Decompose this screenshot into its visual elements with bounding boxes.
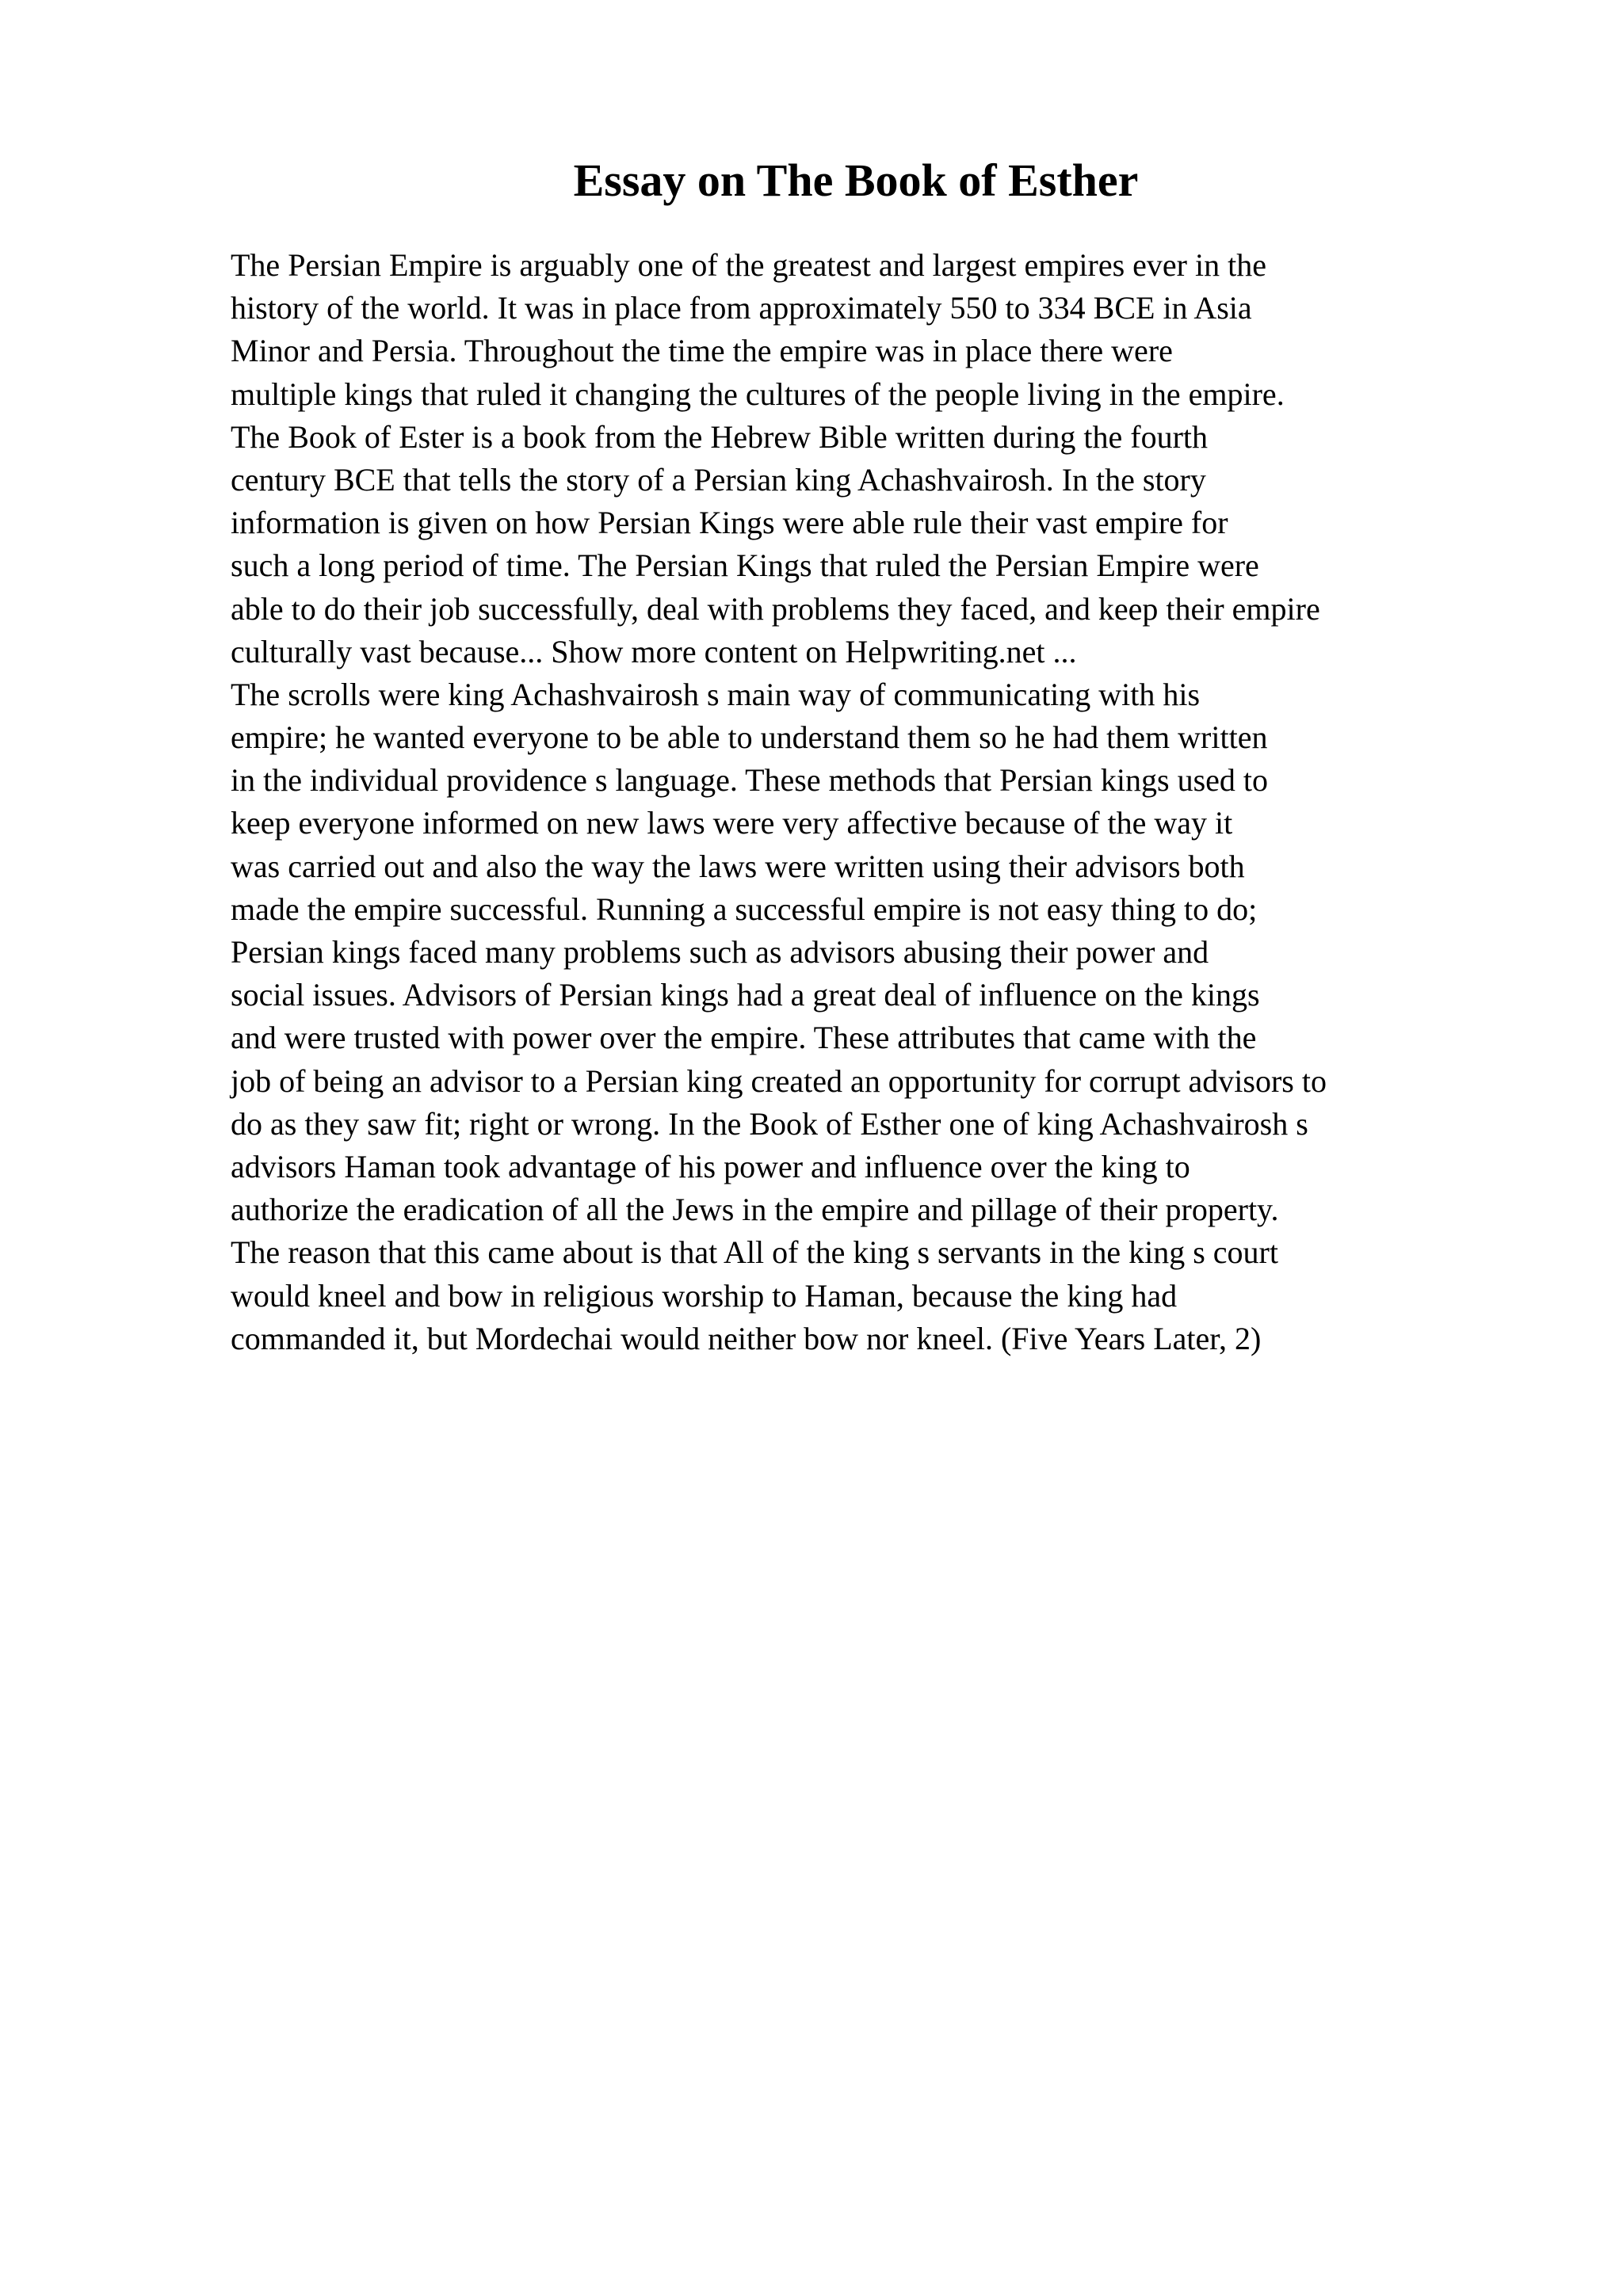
essay-line: The reason that this came about is that All of the king s servants in the king s court: [231, 1234, 1278, 1271]
essay-line: century BCE that tells the story of a Persian king Achashvairosh. In the story: [231, 461, 1206, 498]
essay-line: advisors Haman took advantage of his power and influence over the king to: [231, 1148, 1190, 1184]
essay-line: and were trusted with power over the empire. These attributes that came with the: [231, 1020, 1257, 1056]
essay-line: The Persian Empire is arguably one of the greatest and largest empires ever in the: [231, 247, 1266, 283]
essay-line: able to do their job successfully, deal with problems they faced, and keep their empire: [231, 590, 1320, 627]
essay-line: The Book of Ester is a book from the Hebrew Bible written during the fourth: [231, 418, 1209, 455]
essay-line: do as they saw fit; right or wrong. In the Book of Esther one of king Achashvairosh s: [231, 1105, 1308, 1142]
show-more-line: culturally vast because... Show more content on Helpwriting.net ...: [231, 633, 1077, 669]
document-title: Essay on The Book of Esther: [573, 154, 1139, 206]
essay-line: authorize the eradication of all the Jews in the empire and pillage of their property.: [231, 1192, 1279, 1228]
essay-line: commanded it, but Mordechai would neither bow nor kneel. (Five Years Later, 2): [231, 1320, 1262, 1356]
essay-line: Persian kings faced many problems such as advisors abusing their power and: [231, 934, 1209, 970]
essay-line: keep everyone informed on new laws were very affective because of the way it: [231, 805, 1233, 841]
essay-line: Minor and Persia. Throughout the time the empire was in place there were: [231, 333, 1173, 369]
essay-line: was carried out and also the way the laws were written using their advisors both: [231, 848, 1245, 884]
essay-line: social issues. Advisors of Persian kings had a great deal of influence on the kings: [231, 977, 1260, 1013]
essay-line: job of being an advisor to a Persian king created an opportunity for corrupt advisors to: [231, 1062, 1327, 1099]
essay-line: made the empire successful. Running a successful empire is not easy thing to do;: [231, 891, 1258, 927]
essay-line: history of the world. It was in place from approximately 550 to 334 BCE in Asia: [231, 290, 1252, 326]
essay-line: in the individual providence s language. These methods that Persian kings used to: [231, 762, 1269, 799]
essay-line: would kneel and bow in religious worship to Haman, because the king had: [231, 1277, 1178, 1314]
essay-body: [231, 244, 1594, 1360]
essay-line: empire; he wanted everyone to be able to understand them so he had them written: [231, 719, 1268, 756]
essay-line: such a long period of time. The Persian Kings that ruled the Persian Empire were: [231, 547, 1259, 584]
essay-line: The scrolls were king Achashvairosh s main way of communicating with his: [231, 676, 1201, 712]
essay-line: information is given on how Persian Kings were able rule their vast empire for: [231, 505, 1228, 541]
essay-line: multiple kings that ruled it changing the cultures of the people living in the empire.: [231, 376, 1285, 412]
